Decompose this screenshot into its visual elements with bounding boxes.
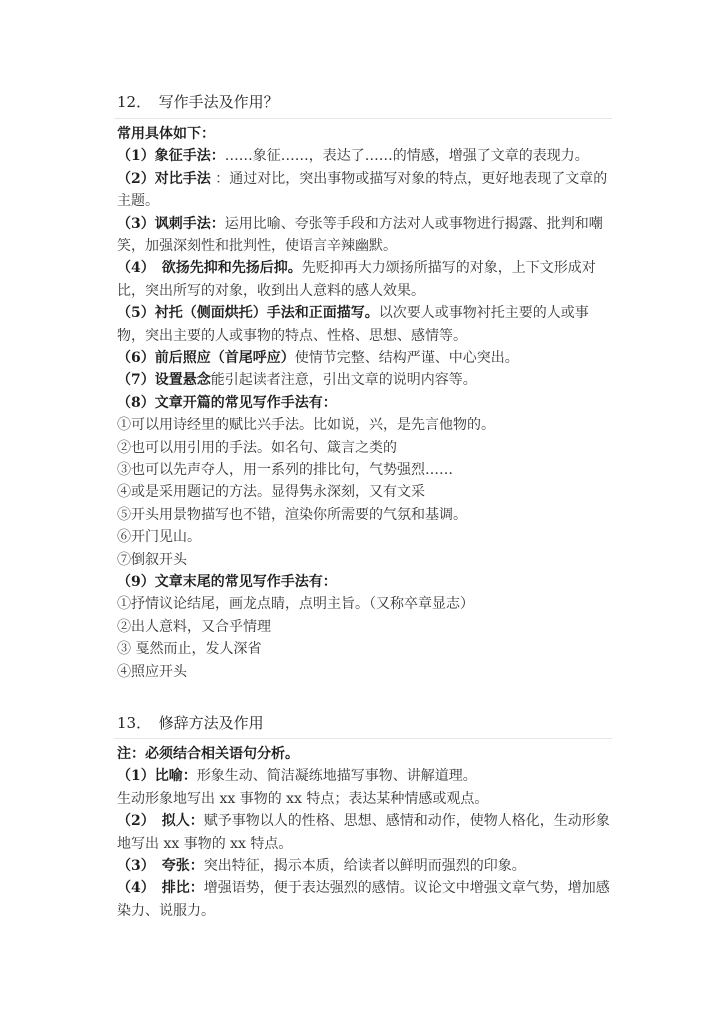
item-text: ……象征……，表达了……的情感，增强了文章的表现力。 [224, 148, 589, 165]
technique-item-1 [117, 145, 611, 167]
rhetoric-item-4 [117, 877, 611, 922]
item-text: 先贬抑再大力颂扬所描写的对象，上下文形成对比，突出所写的对象，收到出人意料的感人效果。 [117, 260, 596, 299]
opening-techniques-heading: （8）文章开篇的常见写作手法有： [117, 394, 337, 411]
ending-item: ①抒情议论结尾，画龙点睛，点明主旨。（又称卒章显志） [117, 596, 474, 613]
item-label: （1）象征手法： [117, 148, 225, 165]
item-label: （2）对比手法 [117, 170, 211, 187]
section-12-body [117, 123, 611, 683]
item-text: 增强语势，便于表达强烈的感情。议论文中增强文章气势，增加感染力、说服力。 [117, 880, 610, 919]
section-12-intro: 常用具体如下： [117, 126, 215, 142]
item-label: （6）前后照应（首尾呼应） [117, 350, 295, 367]
rhetoric-item-2 [117, 810, 611, 855]
item-text: 形象生动、简洁凝练地描写事物、讲解道理。 [196, 768, 477, 785]
opening-item: ④或是采用题记的方法。显得隽永深刻，又有文采 [117, 484, 425, 501]
item-text: 能引起读者注意，引出文章的说明内容等。 [210, 372, 477, 389]
item-label: （4） 排比： [117, 880, 204, 897]
item-label: （3）讽刺手法： [117, 215, 225, 232]
section-13-title: 13． 修辞方法及作用 [117, 714, 264, 732]
ending-item: ③ 戛然而止，发人深省 [117, 641, 262, 658]
ending-techniques-heading: （9）文章末尾的常见写作手法有： [117, 573, 337, 590]
item-text: 突出特征，揭示本质，给读者以鲜明而强烈的印象。 [203, 858, 526, 875]
technique-item-5 [117, 302, 611, 347]
item-text: ：通过对比，突出事物或描写对象的特点，更好地表现了文章的主题。 [117, 170, 608, 210]
opening-item: ②也可以用引用的手法。如名句、箴言之类的 [117, 439, 397, 456]
technique-item-3 [117, 213, 611, 258]
section-13-note: 注：必须结合相关语句分析。 [117, 746, 299, 762]
opening-item: ⑦倒叙开头 [117, 551, 187, 568]
opening-item: ⑤开头用景物描写也不错，渲染你所需要的气氛和基调。 [117, 506, 467, 523]
item-text: 生动形象地写出 xx 事物的 xx 特点；表达某种情感或观点。 [117, 790, 489, 807]
technique-item-6 [117, 347, 611, 369]
item-label: （3） 夸张： [117, 858, 204, 875]
opening-item: ③也可以先声夺人，用一系列的排比句，气势强烈…… [117, 462, 453, 479]
ending-item: ④照应开头 [117, 663, 187, 680]
technique-item-4 [117, 257, 611, 302]
item-text: 运用比喻、夸张等手段和方法对人或事物进行揭露、批判和嘲笑，加强深刻性和批判性，使语言辛辣幽默。 [117, 215, 603, 255]
section-13-body [117, 743, 611, 922]
item-text: 赋予事物以人的性格、思想、感情和动作，使物人格化，生动形象地写出 xx 事物的 xx 特点。 [117, 813, 610, 852]
item-label: （4） 欲扬先抑和先扬后抑。 [117, 260, 302, 277]
technique-item-7 [117, 369, 611, 391]
section-13-divider [114, 738, 612, 739]
item-label: （5）衬托（侧面烘托）手法和正面描写。 [117, 305, 379, 322]
rhetoric-item-3 [117, 855, 611, 877]
section-12-divider [114, 118, 612, 119]
ending-item: ②出人意料，又合乎情理 [117, 618, 271, 635]
rhetoric-item-1-detail [117, 788, 611, 810]
section-12-title: 12． 写作手法及作用？ [117, 93, 279, 111]
item-label: （7）设置悬念 [117, 372, 211, 389]
rhetoric-item-1 [117, 765, 611, 787]
opening-item: ⑥开门见山。 [117, 529, 201, 546]
opening-item: ①可以用诗经里的赋比兴手法。比如说，兴，是先言他物的。 [117, 417, 495, 434]
technique-item-2 [117, 168, 611, 213]
item-text: 以次要人或事物衬托主要的人或事物，突出主要的人或事物的特点、性格、思想、感情等。 [117, 305, 589, 344]
item-label: （2） 拟人： [117, 813, 204, 830]
item-label: （1）比喻： [117, 768, 197, 785]
item-text: 使情节完整、结构严谨、中心突出。 [294, 350, 519, 367]
